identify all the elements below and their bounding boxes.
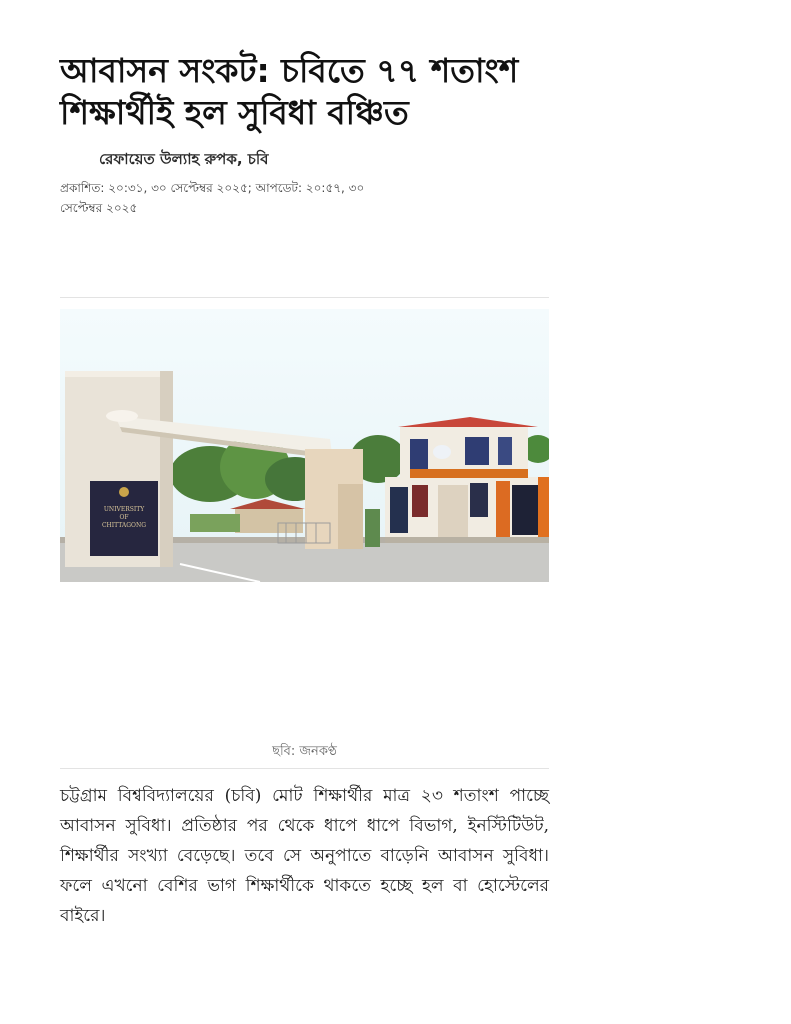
publish-timestamp: প্রকাশিত: ২০:৩১, ৩০ সেপ্টেম্বর ২০২৫; আপডেট: ২০:৫৭, ৩০ সেপ্টেম্বর ২০২৫: [60, 181, 365, 215]
article-body: চট্টগ্রাম বিশ্ববিদ্যালয়ের (চবি) মোট শিক্ষার্থীর মাত্র ২৩ শতাংশ পাচ্ছে আবাসন সুবিধা। প্রতিষ্ঠার পর থেকে ধাপে ধাপে বিভাগ, ইনস্টিটিউট, শিক্ষার্থীর সংখ্যা বেড়েছে। তবে সে অনুপাতে বাড়েনি আবাসন সুবিধা। ফলে এখনো বেশির ভাগ শিক্ষার্থীকে থাকতে হচ্ছে হল বা হোস্টেলের বাইরে।: [60, 786, 549, 926]
photo-caption: ছবি: জনকণ্ঠ: [272, 744, 337, 759]
author-byline[interactable]: রেফায়েত উল্যাহ রুপক, চবি: [99, 150, 269, 168]
divider: [60, 768, 549, 769]
divider: [60, 297, 549, 298]
article-photo: [60, 309, 549, 582]
svg-text:UNIVERSITY: UNIVERSITY: [103, 506, 145, 513]
svg-text:CHITTAGONG: CHITTAGONG: [101, 522, 147, 529]
article-headline: আবাসন সংকট: চবিতে ৭৭ শতাংশ শিক্ষার্থীই হল সুবিধা বঞ্চিত: [60, 51, 519, 132]
svg-text:OF: OF: [119, 514, 129, 521]
